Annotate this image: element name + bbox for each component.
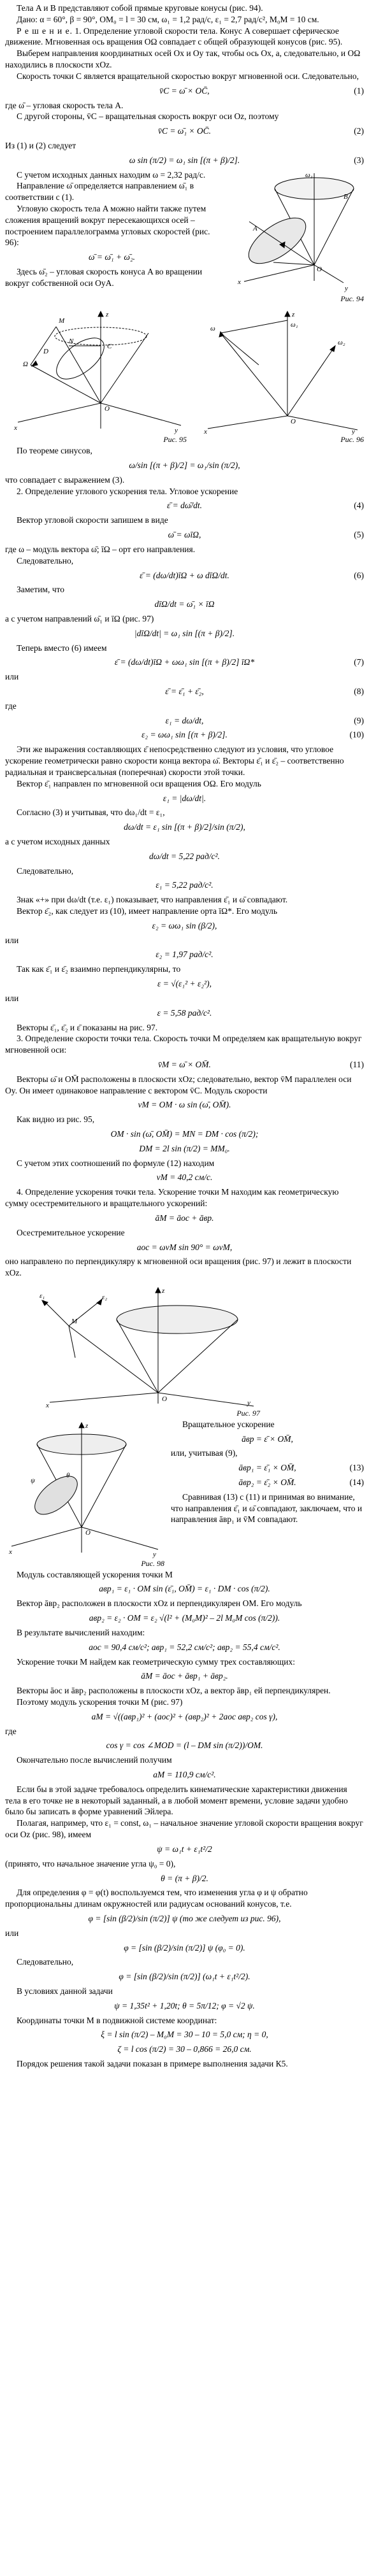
equation-1-number: (1) (354, 85, 364, 96)
equation-dw: dω/dt = ε₁ sin [(π + β)/2]/sin (π/2), (124, 822, 245, 832)
fig97-label-e1: ε₁ (40, 1292, 45, 1300)
consequently2-text: Следовательно, (17, 865, 74, 876)
equation-10-body: ε₂ = ωω₁ sin [(π + β)/2]. (141, 730, 228, 740)
equation-10-number: (10) (349, 730, 364, 740)
given-text: Дано: α = 60°, β = 90°, OM₀ = l = 30 см, ω₁ = 1,2 рад/с, ε₁ = 2,7 рад/с², M₀M = 10 см. (17, 14, 319, 24)
equation-3 (5, 155, 364, 166)
figure-95-drawing (5, 308, 187, 435)
equation-epsval: ε = 5,58 рад/с². (157, 1007, 212, 1018)
figures-95-96 (5, 308, 364, 445)
vector-e1-text: Вектор ε̄₁ направлен по мгновенной оси вращения OΩ. Его модуль (17, 778, 261, 788)
order-text: Порядок решения такой задачи показан в примере выполнения задачи К5. (17, 2059, 288, 2069)
and-data-text: а с учетом исходных данных (5, 836, 110, 846)
equation-14-number: (14) (349, 1477, 364, 1488)
acceleration-sum-text: Ускорение точки M найдем как геометрическую сумму трех составляющих: (17, 1656, 295, 1667)
equation-sine: ω/sin [(π + β)/2] = ω₁/sin (π/2), (129, 460, 240, 471)
equation-9-body: ε₁ = dω/dt, (165, 715, 204, 725)
equation-num-psi: ψ = 1,35t² + 1,20t; θ = 5π/12; φ = √2 ψ. (114, 2000, 255, 2010)
equation-11-body: v̄M = ω̄ × OM̄. (158, 1059, 211, 1069)
figure-97 (31, 1281, 260, 1419)
fig97-label-z: z (162, 1286, 165, 1295)
equation-am: āM = āoc + āвр. (155, 1213, 214, 1223)
figure-97-caption: Рис. 97 (236, 1408, 260, 1418)
as-seen-text: Как видно из рис. 95, (17, 1114, 95, 1125)
fig95-label-c: C (107, 343, 112, 351)
equation-am-full: aM = √((aвр₁)² + (aoc)² + (aвр₂)² + 2aoc aвр₂ cos γ), (91, 1711, 278, 1721)
equation-4-number: (4) (354, 501, 364, 511)
fig96-label-z: z (292, 311, 295, 319)
or4-text: или (5, 1928, 19, 1938)
equation-10 (5, 729, 364, 741)
equation-coords: ξ = l sin (π/2) – M₀M = 30 – 10 = 5,0 см; η = 0, (101, 2030, 268, 2040)
fig98-label-o: O (85, 1528, 90, 1537)
equation-13-body: āвр₁ = ε̄₁ × OM̄, (238, 1463, 296, 1473)
equation-note: dīΩ/dt = ω̄₁ × īΩ (154, 599, 215, 609)
equation-5-body: ω̄ = ωīΩ, (168, 530, 201, 540)
rotational-text: Вращательное ускорение (182, 1419, 275, 1429)
equation-6-body: ε̄ = (dω/dt)īΩ + ω dīΩ/dt. (140, 570, 229, 580)
fig97-label-o: O (162, 1395, 167, 1403)
fig95-label-o: O (105, 405, 110, 413)
intro-text: Тела A и B представляют собой прямые круговые конусы (рис. 94). (17, 3, 263, 13)
equation-val: dω/dt = 5,22 рад/с². (149, 851, 220, 861)
equation-vmval: vM = 40,2 см/с. (156, 1172, 213, 1183)
equation-5-number: (5) (354, 530, 364, 540)
where-omega-text: где ω̄ – угловая скорость тела A. (5, 100, 124, 110)
fig96-label-y: y (352, 428, 355, 436)
result-text: В результате вычислений находим: (17, 1627, 145, 1637)
other-side-text: С другой стороны, v̄C – вращательная скорость вокруг оси Oz, поэтому (17, 111, 279, 122)
equation-6 (5, 570, 364, 581)
or-taking-text: или, учитывая (9), (171, 1448, 238, 1458)
to-determine-text: Для определения φ = φ(t) воспользуемся тем, что изменения угла φ и ψ обратно пропорциональны длинам окружностей или радиусам оснований конусов, т.е. (5, 1888, 308, 1909)
vectors-perp-text: Векторы āoc и āвр₂ расположены в плоскости xOz, а вектор āвр₁ ей перпендикулярен. (17, 1686, 331, 1696)
label-a: A (253, 224, 257, 232)
figure-98-caption: Рис. 98 (141, 1558, 164, 1568)
equation-vm: vM = OM · ω sin (ω̄, OM̄). (138, 1100, 231, 1110)
equation-9 (5, 715, 364, 727)
figure-94 (219, 169, 364, 304)
fig98-label-y: y (153, 1550, 156, 1558)
equation-psi: ψ = ω₁t + ε₁t²/2 (157, 1844, 212, 1854)
solution-2-text: 2. Определение углового ускорения тела. Угловое ускорение (17, 486, 238, 496)
figure-94-drawing (219, 169, 364, 294)
fig98-label-psi: ψ (31, 1476, 35, 1484)
where-text: где (5, 701, 17, 711)
where2-text: где (5, 1726, 17, 1736)
fig97-label-m: M (71, 1317, 78, 1325)
equation-8-body: ε̄ = ε̄₁ + ε̄₂, (165, 687, 204, 697)
equation-avr2: aвр₂ = ε₂ · OM = ε₂ √(l² + (M₀M)² – 2l M₀M cos (π/2)). (89, 1613, 280, 1623)
figure-94-section (5, 169, 364, 304)
or-text: или (5, 672, 19, 682)
equation-5 (5, 529, 364, 541)
figure-95-caption: Рис. 95 (163, 435, 187, 445)
vector-avr2-text: Вектор āвр₂ расположен в плоскости xOz и перпендикулярен OM. Его модуль (17, 1598, 302, 1609)
solution-3-text: 3. Определение скорости точки тела. Скорость точки M определяем как вращательную вокруг мгновенной оси: (5, 1034, 362, 1055)
figure-98-drawing (5, 1419, 164, 1559)
figure-96 (195, 308, 364, 445)
fig97-label-x: x (46, 1401, 49, 1409)
velocity-point-c-text: Скорость точки C является вращательной скоростью вокруг мгновенной оси. Следовательно, (17, 71, 359, 81)
equation-9-number: (9) (354, 715, 364, 725)
top-text (5, 3, 364, 82)
equation-11 (5, 1059, 364, 1071)
equation-sum3: āM = āoc + āвр₁ + āвр₂. (141, 1671, 228, 1681)
figure-95 (5, 308, 187, 445)
equation-6-number: (6) (354, 570, 364, 580)
now-instead-text: Теперь вместо (6) имеем (17, 643, 107, 653)
equation-7-number: (7) (354, 657, 364, 667)
note-text: Заметим, что (17, 585, 64, 595)
fig96-label-o: O (291, 418, 296, 426)
according-text: Согласно (3) и учитывая, что dω₁/dt = ε₁, (17, 808, 165, 818)
label-y: y (345, 284, 348, 292)
equation-11-number: (11) (350, 1059, 364, 1069)
equation-1 (5, 85, 364, 97)
equation-4 (5, 500, 364, 511)
equation-14-body: āвр₂ = ε̄₂ × OM̄. (238, 1477, 296, 1488)
if-kinematics-text: Если бы в этой задаче требовалось определить кинематические характеристики движения тела в его точке не в некоторый заданный, а в любой момент времени, условие задачи удобно было бы записать в форме уравнений Эйлера. (5, 1784, 348, 1817)
assume-text: (принято, что начальное значение угла ψ₀ = 0), (5, 1858, 176, 1868)
given-data-text: С учетом исходных данных находим ω = 2,32 рад/с. (17, 169, 206, 180)
equation-om1: OM · sin (ω̄, OM̄) = MN = DM · cos (π/2); (110, 1129, 259, 1139)
label-omega1: ω₁ (305, 171, 313, 179)
equation-avr1: aвр₁ = ε₁ · OM sin (ε̄₁, OM̄) = ε₁ · DM · cos (π/2). (99, 1584, 270, 1594)
equation-e1val: ε₁ = 5,22 рад/с². (156, 880, 213, 890)
expressions-text: Эти же выражения составляющих ε̄ непосредственно следуют из условия, что угловое ускорение геометрически равно скорости конца вектора ω̄. Векторы ε̄₁ и ε̄₂ – соответственно радиальная и трансверсальная (поперечная) скорости этой точки. (5, 744, 344, 777)
equation-e2val: ε₂ = 1,97 рад/с². (156, 950, 213, 960)
vectors-lie-text: Векторы ω̄ и OM̄ расположены в плоскости xOz; следовательно, вектор v̄M параллелен оси Oy. Он имеет одинаковое направление с вектором v̄C. Модуль скорости (5, 1074, 352, 1095)
equation-7 (5, 657, 364, 668)
directed-text: оно направлено по перпендикуляру к мгновенной оси вращения (рис. 97) и лежит в плоскости xOz. (5, 1256, 352, 1278)
coincides-text: что совпадает с выражением (3). (5, 474, 125, 485)
equation-phi2: φ = [sin (β/2)/sin (π/2)] ψ (φ₀ = 0). (124, 1942, 245, 1953)
solution-1-body: 1. Определение угловой скорости тела. Конус A совершает сферическое движение. Мгновенная ось вращения OΩ совпадает с общей образующей конусов (рис. 95). (5, 25, 343, 47)
equation-13 (171, 1462, 364, 1474)
where-omega-module-text: где ω – модуль вектора ω̄; īΩ – орт его направления. (5, 544, 196, 554)
given-data-column (5, 169, 219, 304)
compare-text: Сравнивая (13) с (11) и принимая во внимание, что направления ε̄₁ и ω̄ совпадают, заключаем, что и направления āвр₁ и v̄M совпадают. (171, 1491, 363, 1525)
fig96-label-omega1: ω₁ (291, 321, 298, 329)
equation-14 (171, 1477, 364, 1488)
from-1-2-text: Из (1) и (2) следует (5, 140, 76, 150)
equation-cos: cos γ = cos ∠MOD = (l – DM sin (π/2))/OM. (106, 1740, 263, 1751)
here-omega2-text: Здесь ω̄₂ – угловая скорость конуса A во вращении вокруг собственной оси OyA. (5, 267, 203, 288)
choose-axes-text: Выберем направления координатных осей Ox и Oy так, чтобы ось Ox, а, следовательно, и OΩ находились в плоскости xOz. (5, 48, 361, 70)
figure-94-caption: Рис. 94 (340, 294, 364, 303)
equation-abs: |dīΩ/dt| = ω₁ sin [(π + β)/2]. (134, 628, 235, 638)
fig97-label-e2: ε₂ (102, 1293, 108, 1301)
finally-text: Окончательно после вычислений получим (17, 1755, 172, 1765)
fig98-label-x: x (9, 1548, 12, 1556)
equation-1-body: v̄C = ω̄ × OC̄, (159, 85, 210, 96)
fig96-label-omega2: ω₂ (338, 339, 345, 347)
equation-4-body: ε̄ = dω̄/dt. (166, 501, 203, 511)
equation-phi3: φ = [sin (β/2)/sin (π/2)] (ω₁t + ε₁t²/2). (119, 1972, 250, 1982)
sign-text: Знак «+» при dω/dt (т.е. ε₁) показывает, что направления ε̄₁ и ω̄ совпадают. (17, 895, 288, 905)
consequently-text: Следовательно, (17, 555, 74, 566)
equation-avr: āвр = ε̄ × OM̄, (242, 1434, 293, 1444)
angular-velocity-can-text: Угловую скорость тела A можно найти также путем сложения вращений вокруг пересекающихся осей – построением параллелограмма угловых скоростей (рис. 96): (5, 204, 210, 248)
fig95-label-d: D (43, 348, 48, 356)
equation-zeta: ζ = l cos (π/2) = 30 – 0,866 = 26,0 см. (117, 2044, 252, 2054)
equation-res: aoc = 90,4 см/с²; aвр₁ = 52,2 см/с²; aвр₂ = 55,4 см/с². (89, 1642, 280, 1652)
centripetal-text: Осестремительное ускорение (17, 1227, 125, 1237)
or3-text: или (5, 993, 19, 1003)
top-section (5, 3, 364, 82)
fig98-label-theta: θ (66, 1471, 70, 1479)
equation-8-number: (8) (354, 687, 364, 697)
equation-2-body: v̄C = ω̄₁ × OC̄. (157, 126, 212, 136)
figure-98 (5, 1419, 164, 1569)
equation-sum: ω̄ = ω̄₁ + ω̄₂. (88, 252, 136, 262)
vectors-shown-text: Векторы ε̄₁, ε̄₂ и ε̄ показаны на рис. 97. (17, 1022, 158, 1032)
fig98-label-z: z (85, 1421, 89, 1430)
equation-phi1: φ = [sin (β/2)/sin (π/2)] ψ (то же следует из рис. 96), (88, 1913, 281, 1923)
fig96-label-omega: ω (210, 325, 215, 333)
direction-text: Направление ω̄ определяется направлением ω̄₁ в соответствии с (1). (5, 181, 194, 203)
equation-eps: ε = √(ε₁² + ε₂²), (157, 979, 212, 989)
figure-96-drawing (195, 308, 364, 435)
solution-4-text: 4. Определение ускорения точки тела. Ускорение точки M находим как геометрическую сумму осестремительного и вращательного ускорений: (5, 1187, 339, 1209)
figure-97-drawing (31, 1281, 260, 1409)
label-b: B (344, 192, 348, 201)
equation-e2: ε₂ = ωω₁ sin (β/2), (152, 920, 217, 930)
solution-1-text (5, 25, 364, 48)
fig95-label-y: y (175, 427, 178, 435)
mutually-text: Так как ε̄₁ и ε̄₂ взаимно перпендикулярны, то (17, 964, 181, 974)
given-data2-text: В условиях данной задачи (17, 1986, 113, 1996)
equation-3-number: (3) (354, 155, 364, 165)
figure-96-caption: Рис. 96 (340, 435, 364, 445)
module-acc-text: Поэтому модуль ускорения точки M (рис. 97) (17, 1697, 183, 1707)
equation-13-number: (13) (349, 1463, 364, 1473)
equation-3-body: ω sin (π/2) = ω₁ sin [(π + β)/2]. (129, 155, 240, 165)
taking-into-text: С учетом этих соотношений по формуле (12) находим (17, 1158, 215, 1168)
label-x: x (238, 278, 241, 286)
module-comp-text: Модуль составляющей ускорения точки M (17, 1569, 173, 1579)
fig95-label-x: x (14, 424, 17, 432)
figure-98-section (5, 1419, 364, 1569)
solution-label: Р е ш е н и е. (17, 25, 73, 36)
label-o: O (317, 265, 322, 273)
equation-7-body: ε̄ = (dω/dt)īΩ + ωω₁ sin [(π + β)/2] īΩ* (114, 657, 255, 667)
consequently3-text: Следовательно, (17, 1957, 74, 1967)
sine-theorem-text: По теореме синусов, (17, 446, 92, 456)
or2-text: или (5, 935, 19, 945)
equation-2 (5, 125, 364, 137)
fig96-label-x: x (204, 428, 207, 436)
fig97-label-y: y (247, 1398, 250, 1407)
suppose-text: Полагая, например, что ε₁ = const, ω₁ – начальное значение угловой скорости вращения вокруг оси Oz (рис. 98), имеем (5, 1818, 363, 1840)
equation-am-val: aM = 110,9 см/с². (153, 1770, 216, 1779)
fig95-label-z: z (106, 311, 109, 319)
equation-e1: ε₁ = |dω/dt|. (163, 793, 206, 803)
vector-omega-text: Вектор угловой скорости запишем в виде (17, 515, 168, 525)
and-taking-text: а с учетом направлений ω̄₁ и īΩ (рис. 97) (5, 613, 154, 623)
fig95-label-m: M (59, 317, 65, 325)
coords-text: Координаты точки M в подвижной системе координат: (17, 2015, 217, 2025)
fig95-label-omega: Ω (23, 360, 28, 369)
fig95-label-n: N (69, 338, 74, 346)
equation-8 (5, 686, 364, 697)
figure-98-right-column (164, 1419, 364, 1569)
equation-theta: θ = (π + β)/2. (161, 1873, 208, 1883)
equation-aoc: aoc = ωvM sin 90° = ωvM, (136, 1242, 233, 1252)
equation-om2: DM = 2l sin (π/2) = MM₀. (139, 1143, 230, 1153)
equation-2-number: (2) (354, 126, 364, 136)
vector-e2-text: Вектор ε̄₂, как следует из (10), имеет направление орта īΩ*. Его модуль (17, 906, 278, 916)
